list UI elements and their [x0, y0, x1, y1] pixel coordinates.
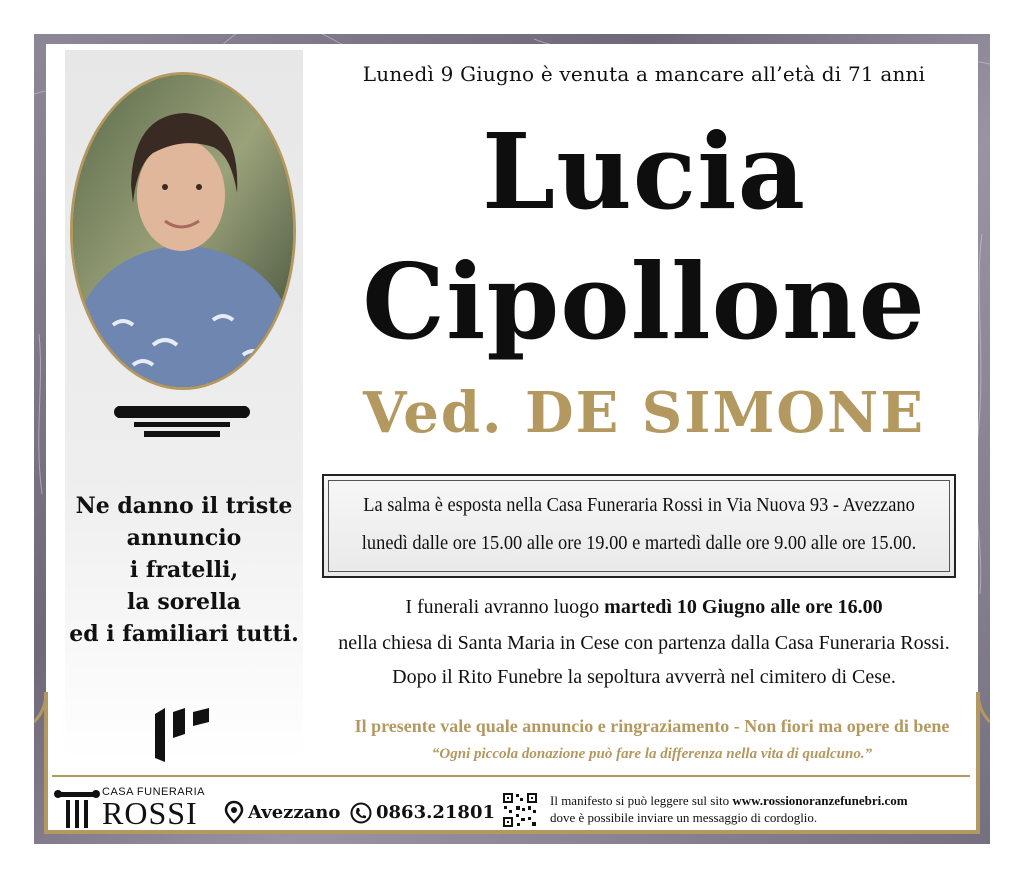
location-text: Avezzano: [248, 802, 341, 823]
thanks-line: Il presente vale quale annuncio e ringraziamento - Non fiori ma opere di bene: [354, 716, 950, 736]
death-announcement-line: Lunedì 9 Giugno è venuta a mancare all’età di 71 anni: [362, 62, 926, 86]
donation-quote: “Ogni piccola donazione può fare la differenza nella vita di qualcuno.”: [431, 746, 873, 762]
website-info: [550, 792, 908, 826]
mourners-line: i fratelli,: [129, 557, 239, 583]
funeral-line-2: nella chiesa di Santa Maria in Cese con partenza dalla Casa Funeraria Rossi.: [338, 632, 950, 654]
phone-icon: [350, 802, 372, 824]
column-capital-icon: [112, 400, 252, 440]
deceased-first-name: Lucia: [482, 110, 806, 233]
widow-of-name: Ved. DE SIMONE: [362, 380, 926, 446]
map-pin-icon: [224, 800, 244, 824]
brand-column-icon: [54, 786, 100, 830]
funeral-line-1: [316, 596, 972, 619]
footer-divider: [52, 775, 970, 777]
website-link[interactable]: www.rossionoranzefunebri.com: [732, 793, 908, 808]
qr-code-icon[interactable]: [502, 792, 538, 828]
bars-logo-icon: [155, 708, 211, 762]
viewing-info-box: [322, 474, 956, 578]
mourners-line: annuncio: [126, 525, 242, 551]
mourners-text: [66, 490, 302, 650]
funeral-date-time: martedì 10 Giugno alle ore 16.00: [604, 596, 883, 618]
footer: [52, 782, 970, 832]
viewing-line-1: La salma è esposta nella Casa Funeraria Rossi in Via Nuova 93 - Avezzano: [363, 494, 915, 516]
info-prefix: Il manifesto si può leggere sul sito: [550, 793, 733, 808]
brand-subtitle: CASA FUNERARIA: [102, 786, 205, 798]
deceased-last-name: Cipollone: [362, 240, 926, 363]
funeral-line-1-prefix: I funerali avranno luogo: [405, 596, 605, 618]
info-line-2: dove è possibile inviare un messaggio di cordoglio.: [550, 810, 818, 825]
portrait-photo: [73, 75, 293, 387]
mourners-line: Ne danno il triste: [75, 493, 293, 519]
deceased-portrait: [70, 72, 296, 390]
phone-number[interactable]: 0863.21801: [376, 802, 495, 823]
brand-name: ROSSI: [102, 795, 198, 831]
funeral-line-3: Dopo il Rito Funebre la sepoltura avverrà nel cimitero di Cese.: [392, 666, 896, 688]
viewing-line-2: lunedì dalle ore 15.00 alle ore 19.00 e martedì dalle ore 9.00 alle ore 15.00.: [361, 532, 917, 554]
mourners-line: ed i familiari tutti.: [69, 621, 299, 647]
mourners-line: la sorella: [127, 589, 241, 615]
